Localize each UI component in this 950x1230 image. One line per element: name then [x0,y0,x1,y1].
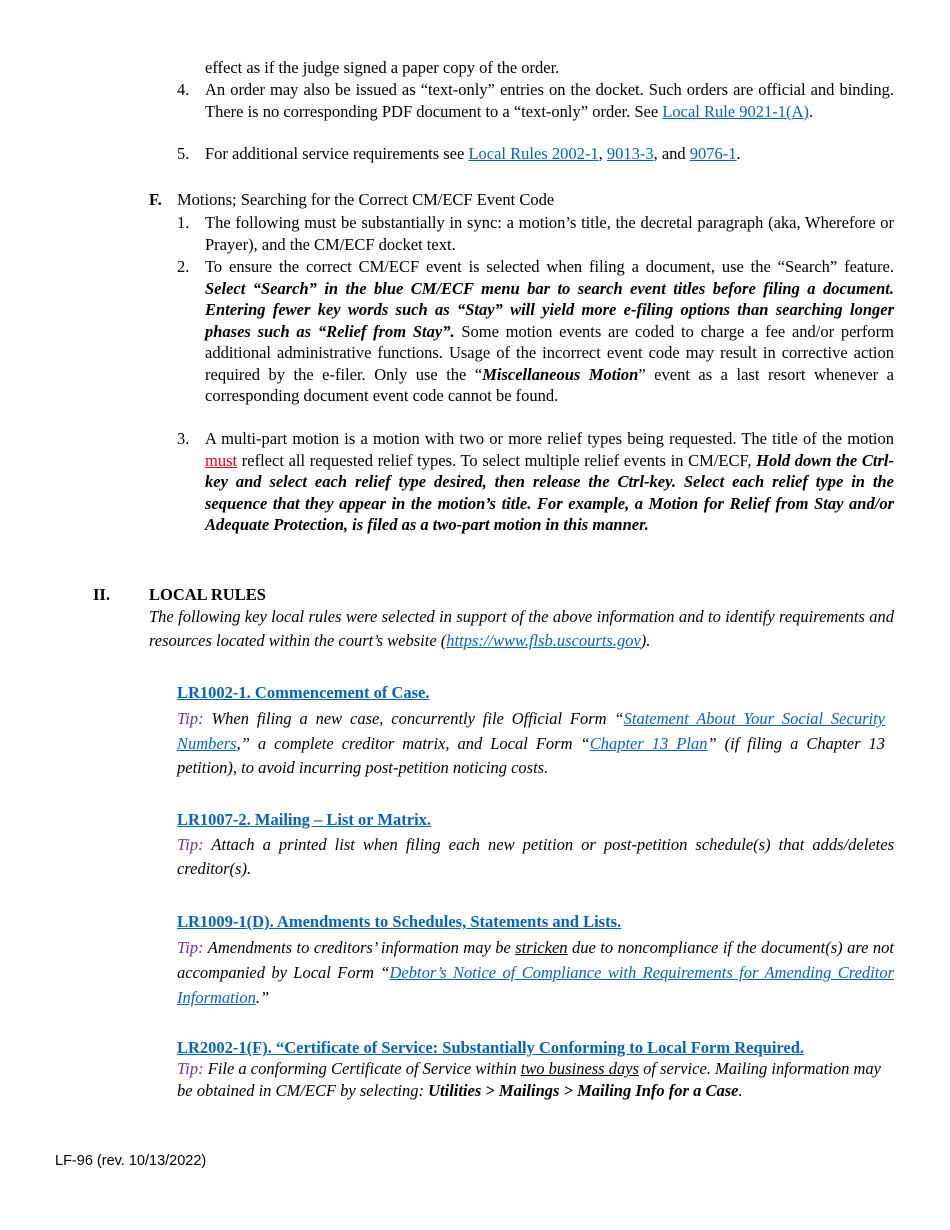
rule-lr2002-1f-link[interactable]: LR2002-1(F). “Certificate of Service: Substantially Conforming to Local Form Required. [177,1038,805,1057]
ssn-statement-link[interactable]: Statement About Your Social Security Numbers [177,709,885,753]
local-rules-2002-link[interactable]: Local Rules 2002-1 [468,144,599,163]
rule-lr1007-2-link[interactable]: LR1007-2. Mailing – List or Matrix. [177,810,432,829]
rule-lr1002-1-link[interactable]: LR1002-1. Commencement of Case. [177,683,430,702]
f-item-2-text: To ensure the correct CM/ECF event is selected when filing a document, use the “Search” feature. Select “Search” in the blue CM/ECF menu bar to search event titles before filing a document. Entering fewer key words such as “Stay” will yield more e-filing options than searching longer phases such as “Relief from Stay”. Some motion events are coded to charge a fee and/or perform additional administrative functions. Usage of the incorrect event code may result in corrective action required by the e-filer. Only use the “Miscellaneous Motion” event as a last resort whenever a corresponding document event code cannot be found. [205,257,894,405]
court-website-link[interactable]: https://www.flsb.uscourts.gov [446,631,641,650]
item-5-text: For additional service requirements see Local Rules 2002-1, 9013-3, and 9076-1. [205,144,741,163]
rule-9076-link[interactable]: 9076-1 [689,144,737,163]
section-f-title: Motions; Searching for the Correct CM/ECF Event Code [177,190,555,209]
section-ii-intro: The following key local rules were selected in support of the above information and to identify requirements and resources located within the court’s website (https://www.flsb.uscourts.gov). [149,607,894,650]
form-footer-label: LF-96 (rev. 10/13/2022) [55,1153,207,1169]
rule-lr2002-1f-tip: Tip: File a conforming Certificate of Service within two business days of service. Mailing information may be obtained in CM/ECF by selecting: Utilities > Mailings > Mailing Info for a Case. [177,1059,881,1100]
rule-lr1002-1-title[interactable] [177,682,430,704]
chapter-13-plan-link[interactable]: Chapter 13 Plan [589,733,708,753]
rule-lr1002-1-tip: Tip: When filing a new case, concurrently file Official Form “Statement About Your Social Security Numbers,” a complete creditor matrix, and Local Form “Chapter 13 Plan” (if filing a Chapter 13 petition), to avoid incurring post-petition noticing costs. [177,709,885,777]
f-item-1-text: The following must be substantially in sync: a motion’s title, the decretal paragraph (aka, Wherefore or Prayer), and the CM/ECF docket text. [205,213,894,254]
item-continuation: effect as if the judge signed a paper copy of the order. [205,58,560,77]
item-4-text: An order may also be issued as “text-only” entries on the docket. Such orders are official and binding. There is no corresponding PDF document to a “text-only” order. See Local Rule 9021-1(A). [205,80,894,121]
debtor-notice-compliance-link[interactable]: Debtor’s Notice of Compliance with Requirements for Amending Creditor Information [177,963,894,1007]
rule-lr2002-1f-title[interactable] [177,1037,804,1059]
rule-lr1007-2-title[interactable] [177,809,431,831]
item-4-number: 4. [177,80,190,99]
rule-9013-link[interactable]: 9013-3 [606,144,654,163]
f-item-3-text: A multi-part motion is a motion with two or more relief types being requested. The title of the motion must reflect all requested relief types. To select multiple relief events in CM/ECF, Hold down the Ctrl-key and select each relief type desired, then release the Ctrl-key. Select each relief type in the sequence that they appear in the motion’s title. For example, a Motion for Relief from Stay and/or Adequate Protection, is filed as a two-part motion in this manner. [205,429,894,534]
rule-lr1007-2-tip: Tip: Attach a printed list when filing each new petition or post-petition schedule(s) that adds/deletes creditor(s). [177,835,894,878]
f-item-1-number: 1. [177,213,190,232]
rule-lr1009-1d-link[interactable]: LR1009-1(D). Amendments to Schedules, Statements and Lists. [177,912,622,931]
item-5-number: 5. [177,144,190,163]
rule-lr1009-1d-tip: Tip: Amendments to creditors’ information may be stricken due to noncompliance if the document(s) are not accompanied by Local Form “Debtor’s Notice of Compliance with Requirements for Amending Creditor Information.” [177,938,895,1007]
f-item-3-number: 3. [177,429,190,448]
rule-lr1009-1d-title[interactable] [177,911,621,933]
f-item-2-number: 2. [177,257,190,276]
section-f-letter: F. [149,190,162,209]
local-rule-9021-link[interactable]: Local Rule 9021-1(A) [662,101,809,121]
section-ii-numeral: II. [93,585,110,604]
section-ii-title: LOCAL RULES [149,585,266,604]
